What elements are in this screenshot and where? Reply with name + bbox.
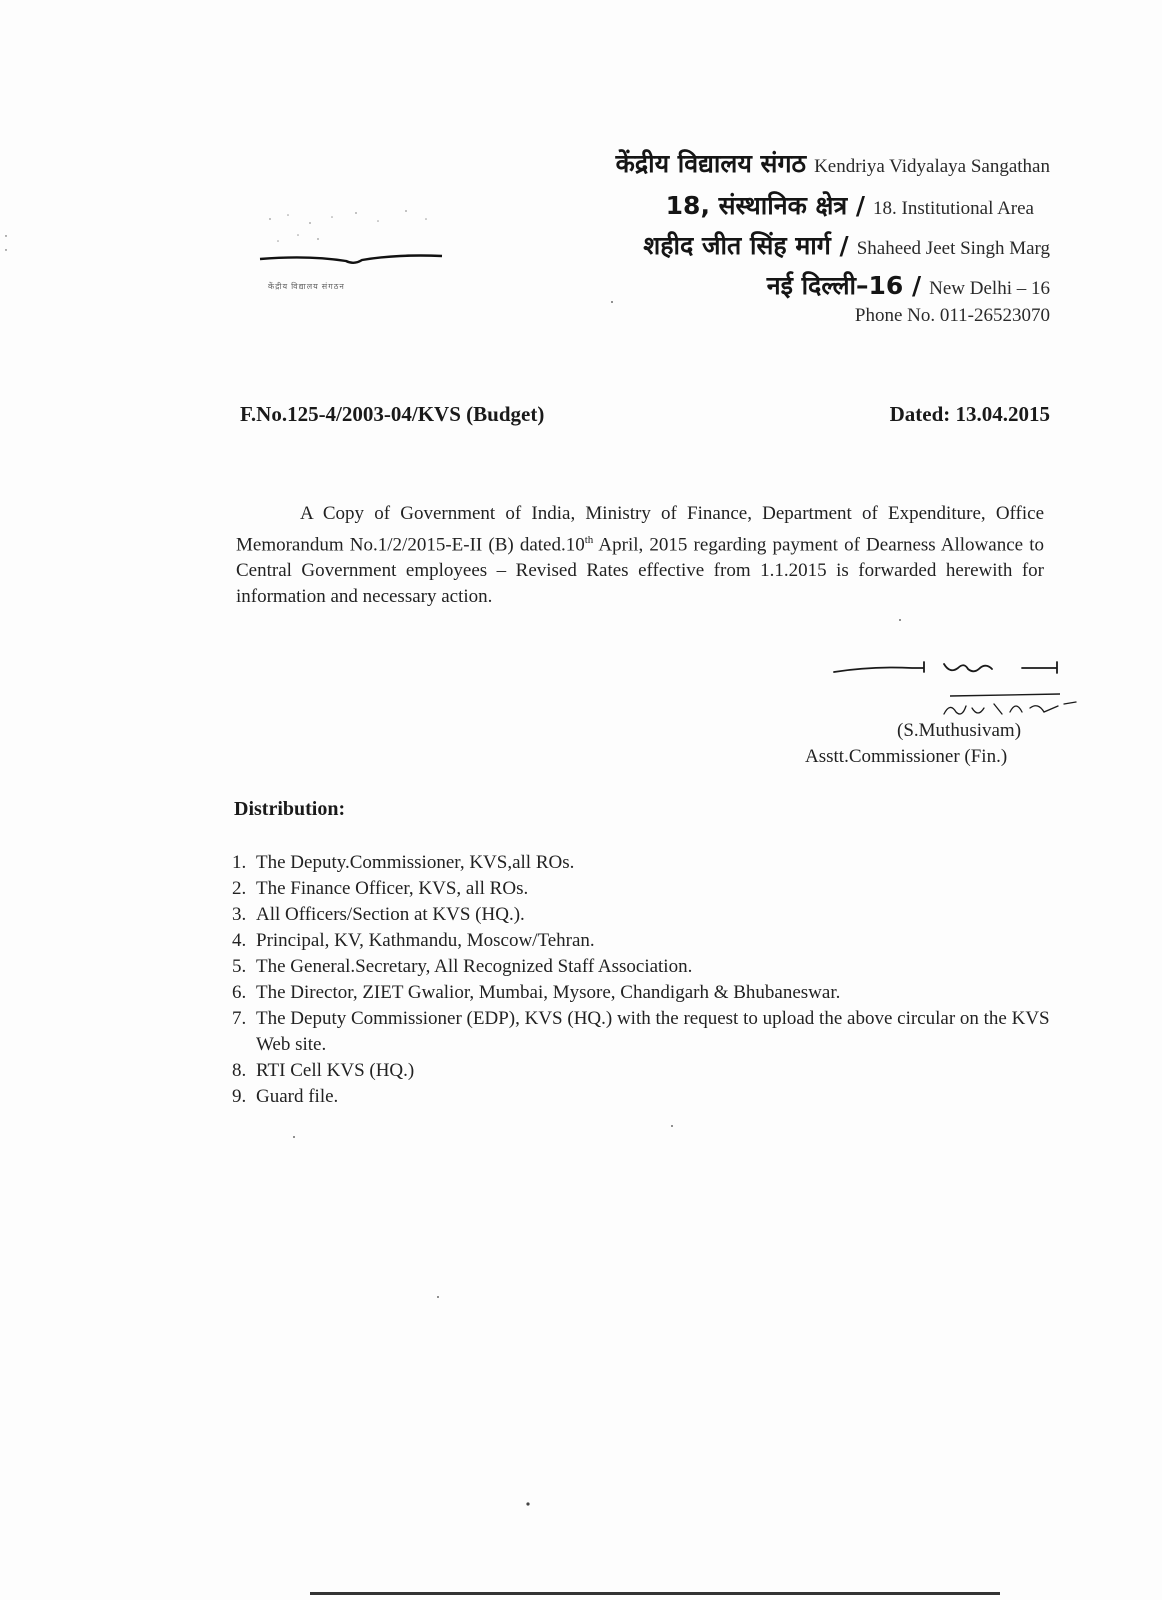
letterhead-english: Shaheed Jeet Singh Marg bbox=[856, 238, 1050, 259]
list-text: The Director, ZIET Gwalior, Mumbai, Mysore, Chandigarh & Bhubaneswar. bbox=[256, 982, 841, 1003]
list-number: 1. bbox=[232, 852, 247, 873]
body-text-part: April, 2015 regarding payment of Dearness Allowance to Central Government employees – Revised Rates effective from 1.1.2015 is forwarded herewith for information and necessary action. bbox=[236, 534, 1044, 608]
list-number: 4. bbox=[232, 930, 247, 951]
list-item bbox=[232, 1006, 1052, 1058]
list-number: 2. bbox=[232, 878, 247, 899]
list-number: 6. bbox=[232, 982, 247, 1003]
letterhead-line-city bbox=[767, 268, 1050, 302]
letterhead-line-marg bbox=[643, 228, 1050, 262]
list-number: 5. bbox=[232, 956, 247, 977]
signatory-title: Asstt.Commissioner (Fin.) bbox=[805, 746, 1008, 767]
list-number: 8. bbox=[232, 1060, 247, 1081]
signatory-name: (S.Muthusivam) bbox=[897, 720, 1022, 741]
list-number: 3. bbox=[232, 904, 247, 925]
letterhead-hindi: 18, संस्थानिक क्षेत्र / bbox=[665, 191, 866, 220]
document-date: Dated: 13.04.2015 bbox=[889, 402, 1050, 426]
file-number: F.No.125-4/2003-04/KVS (Budget) bbox=[240, 402, 545, 426]
list-item bbox=[232, 902, 1052, 928]
body-paragraph bbox=[236, 501, 1044, 610]
letterhead-hindi: नई दिल्ली–16 / bbox=[766, 271, 922, 300]
logo-emblem-icon bbox=[258, 205, 448, 265]
page-bottom-edge bbox=[310, 1592, 1000, 1595]
logo-caption: केंद्रीय विद्यालय संगठन bbox=[268, 282, 345, 291]
kvs-logo bbox=[258, 205, 448, 300]
letterhead-english: 18. Institutional Area bbox=[873, 198, 1034, 219]
list-text: Guard file. bbox=[256, 1086, 339, 1107]
list-text: Principal, KV, Kathmandu, Moscow/Tehran. bbox=[256, 930, 595, 951]
letterhead-hindi: केंद्रीय विद्यालय संगठ bbox=[615, 149, 807, 178]
list-text: The General.Secretary, All Recognized Staff Association. bbox=[256, 956, 693, 977]
list-number: 7. bbox=[232, 1008, 247, 1029]
distribution-heading: Distribution: bbox=[234, 798, 346, 820]
list-item bbox=[232, 1084, 1052, 1110]
body-text-part: A Copy of Government of India, Ministry of Finance, Department of Expenditure, Office Memorandum No.1/2/2015-E-II (B) dated.10 bbox=[236, 503, 1044, 556]
letterhead-hindi: शहीद जीत सिंह मार्ग / bbox=[643, 231, 849, 260]
list-text: The Deputy Commissioner (EDP), KVS (HQ.) with the request to upload the above circular on the KVS Web site. bbox=[256, 1008, 1050, 1055]
list-item bbox=[232, 876, 1052, 902]
letterhead-phone: Phone No. 011-26523070 bbox=[854, 305, 1050, 326]
body-superscript: th bbox=[584, 534, 594, 546]
list-item bbox=[232, 928, 1052, 954]
letterhead-line-org bbox=[616, 146, 1050, 180]
list-text: RTI Cell KVS (HQ.) bbox=[256, 1060, 415, 1081]
list-item bbox=[232, 1058, 1052, 1084]
list-text: The Deputy.Commissioner, KVS,all ROs. bbox=[256, 852, 575, 873]
list-item bbox=[232, 850, 1052, 876]
list-item bbox=[232, 980, 1052, 1006]
distribution-list bbox=[232, 850, 1052, 1110]
letterhead-line-area bbox=[666, 188, 1050, 222]
list-number: 9. bbox=[232, 1086, 247, 1107]
list-item bbox=[232, 954, 1052, 980]
letterhead-english: New Delhi – 16 bbox=[929, 278, 1050, 299]
list-text: The Finance Officer, KVS, all ROs. bbox=[256, 878, 529, 899]
list-text: All Officers/Section at KVS (HQ.). bbox=[256, 904, 525, 925]
letterhead-english: Kendriya Vidyalaya Sangathan bbox=[814, 156, 1050, 177]
